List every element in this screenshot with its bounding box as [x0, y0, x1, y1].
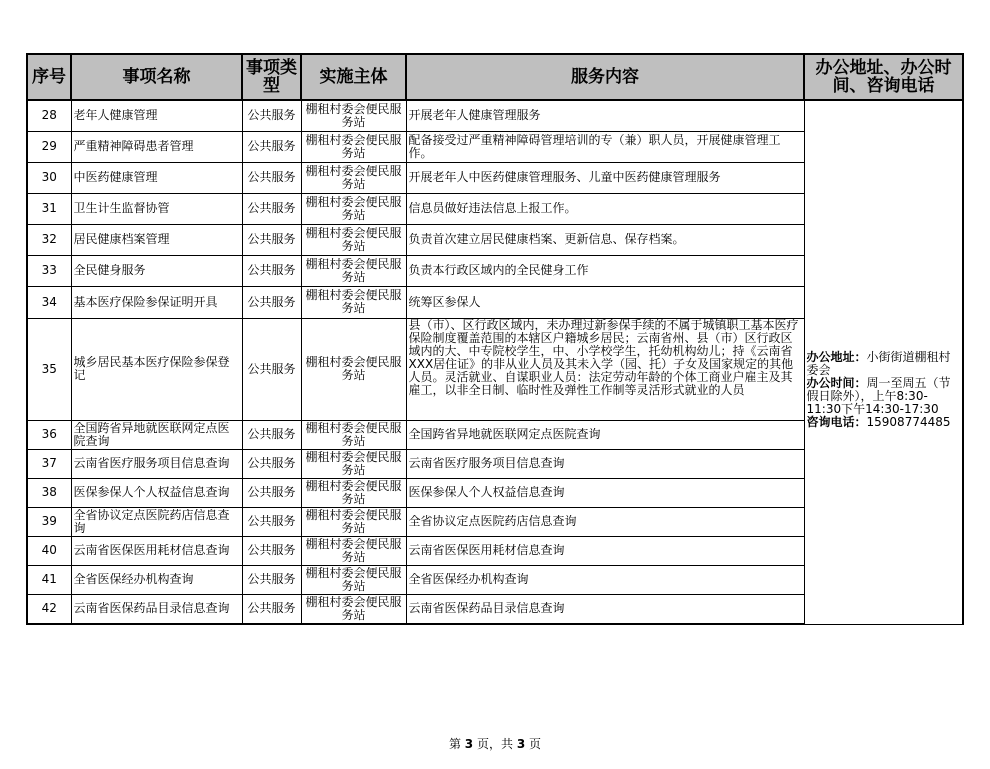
implementing-body — [301, 318, 406, 420]
implementing-body — [301, 100, 406, 131]
header-no: 序号 — [27, 54, 71, 100]
service-table — [26, 53, 964, 625]
row-number — [27, 478, 71, 507]
item-name-text: 云南省医保药品目录信息查询 — [73, 602, 230, 616]
service-content-text: 配备接受过严重精神障碍管理培训的专（兼）职人员，开展健康管理工作。 — [408, 133, 781, 160]
implementing-body-text: 棚租村委会便民服务站 — [305, 421, 402, 448]
item-type — [242, 100, 301, 131]
service-content — [406, 193, 804, 224]
row-number — [27, 100, 71, 131]
footer-page-number: 3 — [464, 737, 474, 751]
service-content — [406, 420, 804, 449]
row-number — [27, 536, 71, 565]
item-name — [71, 536, 242, 565]
item-type — [242, 507, 301, 536]
item-type-text: 公共服务 — [247, 486, 296, 499]
item-type — [242, 131, 301, 162]
office-hours: 周一至周五（节假日除外），上午8:30-11:30下午14:30-17:30 — [806, 375, 951, 416]
service-content-text: 开展老年人健康管理服务 — [408, 109, 541, 123]
item-type-text: 公共服务 — [247, 457, 296, 470]
item-name-text: 医保参保人个人权益信息查询 — [73, 486, 230, 499]
item-name — [71, 420, 242, 449]
service-content-text: 统筹区参保人 — [408, 295, 481, 309]
row-number — [27, 255, 71, 286]
row-number — [27, 224, 71, 255]
implementing-body — [301, 536, 406, 565]
header-name: 事项名称 — [71, 54, 242, 100]
item-type — [242, 478, 301, 507]
implementing-body-text: 棚租村委会便民服务站 — [305, 289, 402, 315]
item-name — [71, 162, 242, 193]
service-content — [406, 565, 804, 594]
implementing-body — [301, 162, 406, 193]
header-org: 实施主体 — [301, 54, 406, 100]
header-row — [27, 54, 963, 100]
item-name-text: 全省医保经办机构查询 — [73, 573, 194, 586]
row-number — [27, 318, 71, 420]
service-content — [406, 131, 804, 162]
page-footer — [0, 735, 990, 752]
implementing-body — [301, 131, 406, 162]
item-name — [71, 318, 242, 420]
implementing-body — [301, 478, 406, 507]
row-number — [27, 507, 71, 536]
implementing-body-text: 棚租村委会便民服务站 — [305, 257, 402, 284]
item-name — [71, 507, 242, 536]
row-number-text: 42 — [41, 602, 57, 616]
item-type — [242, 193, 301, 224]
office-address: 小街街道棚租村委会 — [806, 349, 951, 377]
row-number-text: 37 — [41, 457, 57, 470]
item-name-text: 居民健康档案管理 — [73, 233, 170, 246]
implementing-body-text: 棚租村委会便民服务站 — [305, 226, 402, 253]
row-number-text: 33 — [41, 264, 57, 277]
item-name — [71, 286, 242, 318]
service-content — [406, 255, 804, 286]
service-content — [406, 594, 804, 624]
item-type — [242, 162, 301, 193]
item-type-text: 公共服务 — [247, 171, 296, 184]
service-content — [406, 507, 804, 536]
service-content-text: 全省医保经办机构查询 — [408, 573, 529, 586]
item-name-text: 严重精神障碍患者管理 — [73, 140, 194, 153]
service-content — [406, 449, 804, 478]
office-info-cell — [804, 100, 963, 624]
item-name — [71, 565, 242, 594]
row-number-text: 36 — [41, 428, 57, 441]
item-name-text: 基本医疗保险参保证明开具 — [73, 295, 218, 309]
item-type — [242, 318, 301, 420]
implementing-body-text: 棚租村委会便民服务站 — [305, 450, 402, 477]
header-type: 事项类型 — [242, 54, 301, 100]
row-number — [27, 449, 71, 478]
footer-total-pages: 3 — [516, 737, 526, 751]
service-content — [406, 536, 804, 565]
footer-prefix: 第 — [448, 737, 461, 751]
service-content-text: 云南省医保医用耗材信息查询 — [408, 544, 565, 557]
row-number — [27, 131, 71, 162]
service-content — [406, 318, 804, 420]
item-type-text: 公共服务 — [247, 295, 296, 309]
row-number — [27, 193, 71, 224]
phone-label: 咨询电话： — [806, 414, 867, 429]
item-type-text: 公共服务 — [247, 233, 296, 246]
item-name — [71, 224, 242, 255]
service-content — [406, 286, 804, 318]
address-label: 办公地址： — [806, 349, 867, 364]
item-name-text: 全省协议定点医院药店信息查询 — [73, 508, 230, 535]
implementing-body — [301, 565, 406, 594]
service-content-text: 信息员做好违法信息上报工作。 — [408, 202, 577, 215]
item-name — [71, 100, 242, 131]
item-name-text: 云南省医疗服务项目信息查询 — [73, 457, 230, 470]
office-phone: 15908774485 — [866, 414, 951, 429]
item-name-text: 云南省医保医用耗材信息查询 — [73, 544, 230, 557]
service-content-text: 负责首次建立居民健康档案、更新信息、保存档案。 — [408, 233, 685, 246]
row-number — [27, 162, 71, 193]
row-number-text: 38 — [41, 486, 57, 499]
service-content — [406, 100, 804, 131]
row-number-text: 30 — [41, 171, 57, 184]
row-number-text: 34 — [41, 295, 57, 309]
header-office: 办公地址、办公时间、咨询电话 — [804, 54, 963, 100]
implementing-body-text: 棚租村委会便民服务站 — [305, 479, 402, 506]
row-number-text: 35 — [41, 362, 57, 376]
service-content-text: 开展老年人中医药健康管理服务、儿童中医药健康管理服务 — [408, 171, 721, 184]
implementing-body-text: 棚租村委会便民服务站 — [305, 595, 402, 622]
item-name-text: 老年人健康管理 — [73, 109, 158, 123]
item-name-text: 全国跨省异地就医联网定点医院查询 — [73, 421, 230, 448]
header-content: 服务内容 — [406, 54, 804, 100]
item-name-text: 卫生计生监督协管 — [73, 202, 170, 215]
row-number-text: 39 — [41, 515, 57, 528]
item-type-text: 公共服务 — [247, 515, 296, 528]
item-type — [242, 255, 301, 286]
item-name-text: 全民健身服务 — [73, 264, 146, 277]
implementing-body-text: 棚租村委会便民服务站 — [305, 133, 402, 160]
hours-label: 办公时间： — [806, 375, 867, 390]
row-number — [27, 594, 71, 624]
item-type — [242, 449, 301, 478]
item-name — [71, 131, 242, 162]
table-row — [27, 100, 963, 131]
row-number — [27, 420, 71, 449]
implementing-body — [301, 286, 406, 318]
item-type-text: 公共服务 — [247, 544, 296, 557]
row-number-text: 28 — [41, 109, 57, 123]
implementing-body — [301, 594, 406, 624]
implementing-body-text: 棚租村委会便民服务站 — [305, 102, 402, 129]
service-content-text: 云南省医保药品目录信息查询 — [408, 602, 565, 616]
footer-suffix: 页 — [529, 737, 542, 751]
implementing-body — [301, 420, 406, 449]
item-type-text: 公共服务 — [247, 140, 296, 153]
service-content-text: 全国跨省异地就医联网定点医院查询 — [408, 428, 601, 441]
item-type-text: 公共服务 — [247, 573, 296, 586]
footer-middle: 页，共 — [476, 737, 513, 751]
row-number-text: 40 — [41, 544, 57, 557]
implementing-body-text: 棚租村委会便民服务站 — [305, 195, 402, 222]
row-number — [27, 286, 71, 318]
item-type — [242, 420, 301, 449]
item-name — [71, 255, 242, 286]
service-content-text: 云南省医疗服务项目信息查询 — [408, 457, 565, 470]
implementing-body-text: 棚租村委会便民服务站 — [305, 164, 402, 191]
item-type-text: 公共服务 — [247, 264, 296, 277]
item-type-text: 公共服务 — [247, 109, 296, 123]
implementing-body — [301, 224, 406, 255]
item-name-text: 城乡居民基本医疗保险参保登记 — [73, 356, 230, 382]
service-content-text: 负责本行政区域内的全民健身工作 — [408, 264, 589, 277]
item-type — [242, 286, 301, 318]
service-content-text: 医保参保人个人权益信息查询 — [408, 486, 565, 499]
service-content — [406, 478, 804, 507]
implementing-body-text: 棚租村委会便民服务站 — [305, 508, 402, 535]
implementing-body-text: 棚租村委会便民服务站 — [305, 537, 402, 564]
item-name — [71, 594, 242, 624]
service-content-text: 县（市）、区行政区域内，未办理过新参保手续的不属于城镇职工基本医疗保险制度覆盖范围的本辖区户籍城乡居民；云南省州、县（市）区行政区域内的大、中专院校学生，中、小学校学生，托幼机构幼儿；持《云南省XXX居住证》的非从业人员及其未入学（园、托）子女及国家规定的其他人员。灵活就业、自谋职业人员：法定劳动年龄的个体工商业户雇主及其雇工，以非全日制、临时性及弹性工作制等灵活形式就业的人员 — [408, 319, 799, 397]
row-number — [27, 565, 71, 594]
service-content — [406, 224, 804, 255]
item-name — [71, 193, 242, 224]
item-name-text: 中医药健康管理 — [73, 171, 158, 184]
item-name — [71, 449, 242, 478]
service-content-text: 全省协议定点医院药店信息查询 — [408, 515, 577, 528]
service-content — [406, 162, 804, 193]
row-number-text: 32 — [41, 233, 57, 246]
item-type — [242, 536, 301, 565]
row-number-text: 31 — [41, 202, 57, 215]
item-name — [71, 478, 242, 507]
implementing-body-text: 棚租村委会便民服务站 — [305, 356, 402, 382]
item-type-text: 公共服务 — [247, 428, 296, 441]
item-type-text: 公共服务 — [247, 602, 296, 616]
implementing-body-text: 棚租村委会便民服务站 — [305, 566, 402, 593]
implementing-body — [301, 449, 406, 478]
item-type-text: 公共服务 — [247, 202, 296, 215]
row-number-text: 29 — [41, 140, 57, 153]
item-type — [242, 224, 301, 255]
implementing-body — [301, 255, 406, 286]
item-type — [242, 565, 301, 594]
implementing-body — [301, 193, 406, 224]
item-type — [242, 594, 301, 624]
row-number-text: 41 — [41, 573, 57, 586]
item-type-text: 公共服务 — [247, 362, 296, 376]
implementing-body — [301, 507, 406, 536]
